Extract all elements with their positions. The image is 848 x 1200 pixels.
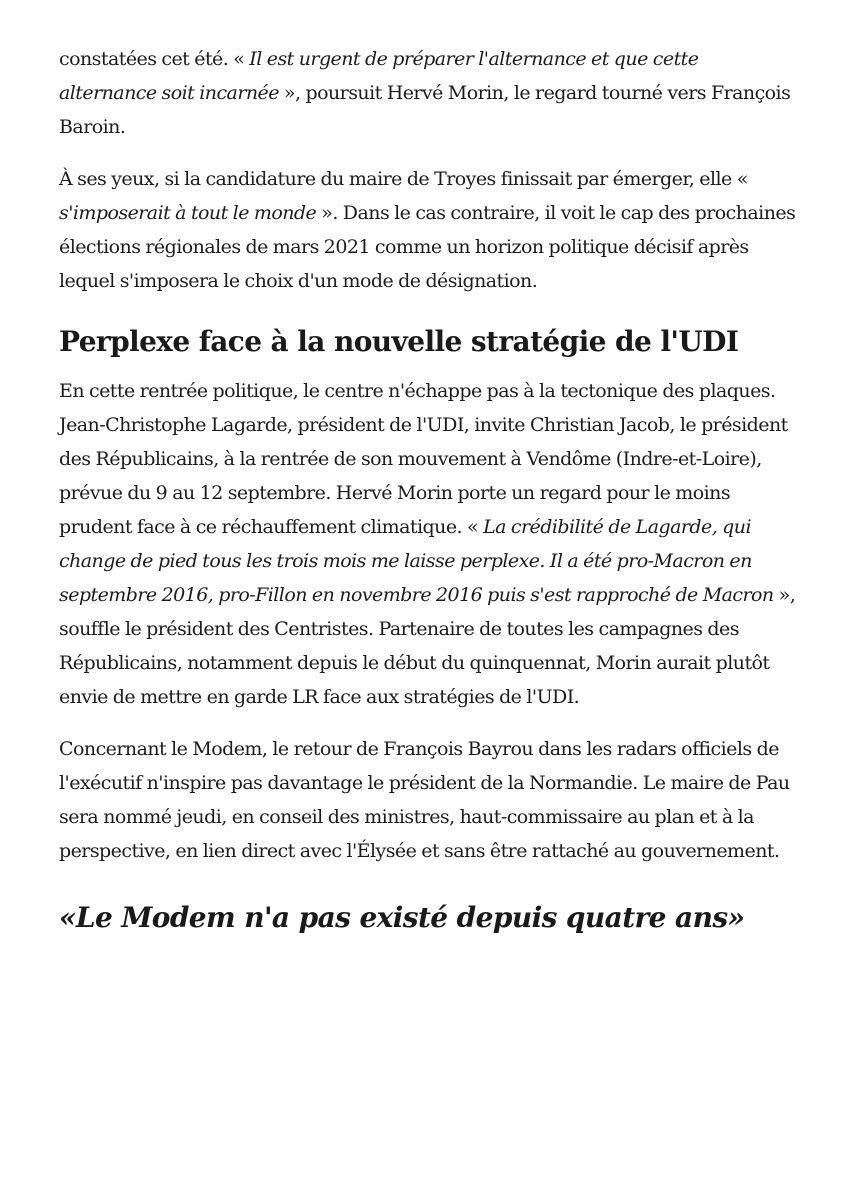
body-text: », poursuit Hervé Morin, le regard tourné vers François Baroin. — [59, 82, 791, 138]
quote-text: s'imposerait à tout le monde — [59, 202, 317, 224]
body-text: ». Dans le cas contraire, il voit le cap des prochaines élections régionales de mars 2021 comme un horizon politique décisif après lequel s'imposera le choix d'un mode de désignation. — [59, 202, 796, 292]
body-text: constatées cet été. « — [59, 48, 250, 70]
quote-text: La crédibilité de Lagarde, qui change de pied tous les trois mois me laisse perplexe. Il a été pro-Macron en septembre 2016, pro-Fillon en novembre 2016 puis s'est rapproché de Macron — [59, 516, 774, 606]
paragraph — [59, 374, 799, 714]
article-body — [59, 42, 799, 950]
body-text: En cette rentrée politique, le centre n'échappe pas à la tectonique des plaques. Jean-Christophe Lagarde, président de l'UDI, invite Christian Jacob, le président des Républicains, à la rentrée de son mouvement à Vendôme (Indre-et-Loire), prévue du 9 au 12 septembre. Hervé Morin porte un regard pour le moins prudent face à ce réchauffement climatique. « — [59, 380, 788, 538]
paragraph — [59, 42, 799, 144]
body-text: », souffle le président des Centristes. Partenaire de toutes les campagnes des Républicains, notamment depuis le début du quinquennat, Morin aurait plutôt envie de mettre en garde LR face aux stratégies de l'UDI. — [59, 584, 796, 708]
quote-text: Il est urgent de préparer l'alternance et que cette alternance soit incarnée — [59, 48, 699, 104]
paragraph — [59, 162, 799, 298]
body-text: À ses yeux, si la candidature du maire de Troyes finissait par émerger, elle « — [59, 168, 748, 190]
section-heading: «Le Modem n'a pas existé depuis quatre ans» — [59, 901, 745, 934]
paragraph — [59, 732, 799, 868]
section-heading: Perplexe face à la nouvelle stratégie de l'UDI — [59, 325, 739, 358]
body-text: Concernant le Modem, le retour de François Bayrou dans les radars officiels de l'exécutif n'inspire pas davantage le président de la Normandie. Le maire de Pau sera nommé jeudi, en conseil des ministres, haut-commissaire au plan et à la perspective, en lien direct avec l'Élysée et sans être rattaché au gouvernement. — [59, 738, 790, 862]
